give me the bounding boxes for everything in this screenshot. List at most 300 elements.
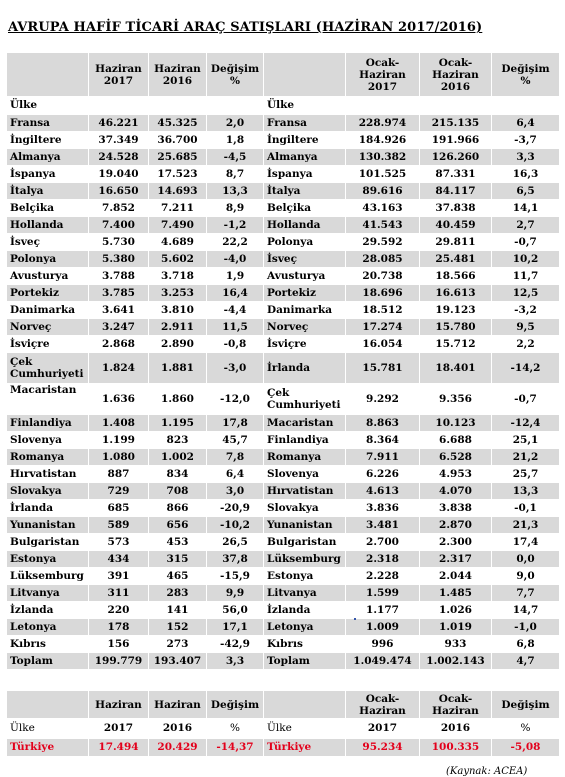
table-row: [7, 234, 560, 251]
ytd-2017-cell: 18.512: [346, 302, 420, 319]
ytd-2017-cell: 20.738: [346, 268, 420, 285]
june-2017-cell: 178: [89, 619, 149, 636]
ytd-country-cell: Estonya: [264, 568, 346, 585]
june-2016-cell: 3.810: [149, 302, 207, 319]
ytd-change-cell: 14,1: [492, 200, 560, 217]
turkey-june-2017: 17.494: [89, 739, 149, 757]
country-cell: Belçika: [7, 200, 89, 217]
ytd-change-cell: -3,7: [492, 132, 560, 149]
ytd-2016-cell: 6.688: [420, 432, 492, 449]
ytd-change-cell: 4,7: [492, 653, 560, 670]
page-title: AVRUPA HAFİF TİCARİ ARAÇ SATIŞLARI (HAZİRAN 2017/2016): [8, 20, 483, 35]
ytd-2016-cell: 1.026: [420, 602, 492, 619]
ytd-change-cell: 0,0: [492, 551, 560, 568]
ytd-2016-cell: 933: [420, 636, 492, 653]
june-2017-cell: 46.221: [89, 115, 149, 132]
june-2016-cell: 152: [149, 619, 207, 636]
table-row: [7, 302, 560, 319]
table-row: [7, 517, 560, 534]
june-2016-cell: 2.890: [149, 336, 207, 353]
turkey-ytd-change: -5,08: [492, 739, 560, 757]
country-cell: Polonya: [7, 251, 89, 268]
june-2016-cell: 17.523: [149, 166, 207, 183]
june-2017-cell: 434: [89, 551, 149, 568]
ytd-change-cell: 21,2: [492, 449, 560, 466]
june-2017-cell: 5.730: [89, 234, 149, 251]
turkey-ytd-pct: %: [492, 719, 560, 739]
country-cell: Lüksemburg: [7, 568, 89, 585]
ytd-2017-cell: 2.228: [346, 568, 420, 585]
june-change-cell: 8,9: [207, 200, 264, 217]
ytd-2016-cell: 37.838: [420, 200, 492, 217]
ytd-2017-cell: 184.926: [346, 132, 420, 149]
ytd-2017-cell: 1.177: [346, 602, 420, 619]
country-cell: Finlandiya: [7, 415, 89, 432]
country-cell: Bulgaristan: [7, 534, 89, 551]
table-row: [7, 500, 560, 517]
june-2017-cell: 589: [89, 517, 149, 534]
header-ytd-change: Değişim %: [492, 53, 560, 97]
june-2016-cell: 141: [149, 602, 207, 619]
june-2016-cell: 45.325: [149, 115, 207, 132]
june-2016-cell: 3.253: [149, 285, 207, 302]
june-2017-cell: 156: [89, 636, 149, 653]
june-2017-cell: 5.380: [89, 251, 149, 268]
june-2016-cell: 25.685: [149, 149, 207, 166]
ytd-2016-cell: 191.966: [420, 132, 492, 149]
ytd-2016-cell: 215.135: [420, 115, 492, 132]
ytd-2016-cell: 84.117: [420, 183, 492, 200]
country-cell: Hollanda: [7, 217, 89, 234]
june-2016-cell: 273: [149, 636, 207, 653]
june-2016-cell: 5.602: [149, 251, 207, 268]
header-ytd-2017: Ocak- Haziran 2017: [346, 53, 420, 97]
june-2016-cell: 2.911: [149, 319, 207, 336]
ytd-country-cell: Polonya: [264, 234, 346, 251]
ytd-2017-cell: 18.696: [346, 285, 420, 302]
june-2017-cell: 3.247: [89, 319, 149, 336]
ytd-country-cell: Litvanya: [264, 585, 346, 602]
table-row: [7, 384, 560, 415]
country-cell: Danimarka: [7, 302, 89, 319]
ytd-change-cell: 7,7: [492, 585, 560, 602]
country-label: Ülke: [7, 97, 89, 115]
country-cell: Çek Cumhuriyeti: [7, 353, 89, 384]
ytd-change-cell: 14,7: [492, 602, 560, 619]
header-june-change: Değişim %: [207, 53, 264, 97]
june-change-cell: 56,0: [207, 602, 264, 619]
ytd-2017-cell: 2.318: [346, 551, 420, 568]
country-cell: Romanya: [7, 449, 89, 466]
ytd-change-cell: 12,5: [492, 285, 560, 302]
ytd-change-cell: -3,2: [492, 302, 560, 319]
table-row: [7, 534, 560, 551]
june-2017-cell: 199.779: [89, 653, 149, 670]
june-2017-cell: 7.400: [89, 217, 149, 234]
ytd-country-cell: Toplam: [264, 653, 346, 670]
table-row: [7, 285, 560, 302]
table-row: [7, 319, 560, 336]
ytd-2016-cell: 40.459: [420, 217, 492, 234]
ytd-change-cell: 6,8: [492, 636, 560, 653]
ytd-2016-cell: 25.481: [420, 251, 492, 268]
ytd-change-cell: 2,2: [492, 336, 560, 353]
table-row: [7, 585, 560, 602]
june-change-cell: 17,8: [207, 415, 264, 432]
ytd-2016-cell: 126.260: [420, 149, 492, 166]
turkey-country-label: Ülke: [7, 719, 89, 739]
june-change-cell: 45,7: [207, 432, 264, 449]
table-row: [7, 449, 560, 466]
june-2016-cell: 453: [149, 534, 207, 551]
june-2016-cell: 708: [149, 483, 207, 500]
ytd-2016-cell: 9.356: [420, 384, 492, 415]
turkey-header-ytd-change: Değişim: [492, 691, 560, 719]
june-2017-cell: 2.868: [89, 336, 149, 353]
table-row: [7, 619, 560, 636]
ytd-2016-cell: 4.953: [420, 466, 492, 483]
ytd-country-cell: Bulgaristan: [264, 534, 346, 551]
table-row: [7, 483, 560, 500]
june-change-cell: 8,7: [207, 166, 264, 183]
ytd-2016-cell: 18.566: [420, 268, 492, 285]
turkey-country-label-ytd: Ülke: [264, 719, 346, 739]
country-cell: Yunanistan: [7, 517, 89, 534]
country-cell: Portekiz: [7, 285, 89, 302]
country-cell: Almanya: [7, 149, 89, 166]
june-2017-cell: 24.528: [89, 149, 149, 166]
june-change-cell: -0,8: [207, 336, 264, 353]
turkey-june-change: -14,37: [207, 739, 264, 757]
table-row: [7, 466, 560, 483]
ytd-country-cell: Romanya: [264, 449, 346, 466]
table-row: [7, 183, 560, 200]
june-2017-cell: 1.199: [89, 432, 149, 449]
june-2017-cell: 311: [89, 585, 149, 602]
ytd-2017-cell: 3.481: [346, 517, 420, 534]
june-2017-cell: 1.408: [89, 415, 149, 432]
june-change-cell: 37,8: [207, 551, 264, 568]
country-cell: Fransa: [7, 115, 89, 132]
june-2017-cell: 573: [89, 534, 149, 551]
ytd-change-cell: 25,1: [492, 432, 560, 449]
june-change-cell: -15,9: [207, 568, 264, 585]
ytd-change-cell: 21,3: [492, 517, 560, 534]
ytd-country-cell: Fransa: [264, 115, 346, 132]
ytd-2016-cell: 6.528: [420, 449, 492, 466]
turkey-june-2016: 20.429: [149, 739, 207, 757]
ytd-2016-cell: 29.811: [420, 234, 492, 251]
ytd-2017-cell: 41.543: [346, 217, 420, 234]
june-change-cell: -3,0: [207, 353, 264, 384]
blank-cell: [492, 97, 560, 115]
ytd-country-cell: Belçika: [264, 200, 346, 217]
ytd-2017-cell: 1.009: [346, 619, 420, 636]
country-label-ytd: Ülke: [264, 97, 346, 115]
ytd-change-cell: 25,7: [492, 466, 560, 483]
turkey-ytd-year-2017: 2017: [346, 719, 420, 739]
country-cell: İrlanda: [7, 500, 89, 517]
ytd-country-cell: İtalya: [264, 183, 346, 200]
sales-table: [6, 52, 560, 670]
ytd-change-cell: 16,3: [492, 166, 560, 183]
country-cell: Toplam: [7, 653, 89, 670]
country-cell: Slovakya: [7, 483, 89, 500]
table-row: [7, 132, 560, 149]
ytd-change-cell: 6,5: [492, 183, 560, 200]
ytd-country-cell: Danimarka: [264, 302, 346, 319]
header-june-2017: Haziran 2017: [89, 53, 149, 97]
table-row: [7, 432, 560, 449]
june-change-cell: 3,0: [207, 483, 264, 500]
ytd-change-cell: 11,7: [492, 268, 560, 285]
june-change-cell: -4,0: [207, 251, 264, 268]
june-2016-cell: 7.211: [149, 200, 207, 217]
june-2016-cell: 1.002: [149, 449, 207, 466]
ytd-country-cell: Lüksemburg: [264, 551, 346, 568]
turkey-year-2017: 2017: [89, 719, 149, 739]
turkey-header-change: Değişim: [207, 691, 264, 719]
ytd-country-cell: Macaristan: [264, 415, 346, 432]
country-cell: İzlanda: [7, 602, 89, 619]
june-2017-cell: 16.650: [89, 183, 149, 200]
table-row: [7, 166, 560, 183]
ytd-change-cell: 2,7: [492, 217, 560, 234]
country-cell: Litvanya: [7, 585, 89, 602]
source-note: (Kaynak: ACEA): [446, 766, 528, 777]
june-change-cell: -1,2: [207, 217, 264, 234]
ytd-change-cell: -0,7: [492, 384, 560, 415]
june-2017-cell: 887: [89, 466, 149, 483]
ytd-2017-cell: 996: [346, 636, 420, 653]
table-row: [7, 415, 560, 432]
june-2017-cell: 391: [89, 568, 149, 585]
ytd-2016-cell: 3.838: [420, 500, 492, 517]
ytd-change-cell: -1,0: [492, 619, 560, 636]
june-2017-cell: 3.785: [89, 285, 149, 302]
ytd-country-cell: Slovenya: [264, 466, 346, 483]
ytd-country-cell: Avusturya: [264, 268, 346, 285]
header-blank-ytd: [264, 53, 346, 97]
turkey-header-ytd-2016: Ocak- Haziran: [420, 691, 492, 719]
june-2017-cell: 3.641: [89, 302, 149, 319]
june-2017-cell: 7.852: [89, 200, 149, 217]
ytd-2017-cell: 101.525: [346, 166, 420, 183]
june-2016-cell: 656: [149, 517, 207, 534]
table-row: [7, 336, 560, 353]
table-row: [7, 268, 560, 285]
ytd-country-cell: Letonya: [264, 619, 346, 636]
june-2017-cell: 19.040: [89, 166, 149, 183]
turkey-year-2016: 2016: [149, 719, 207, 739]
june-change-cell: 9,9: [207, 585, 264, 602]
june-change-cell: 7,8: [207, 449, 264, 466]
june-change-cell: -4,5: [207, 149, 264, 166]
ytd-change-cell: -0,1: [492, 500, 560, 517]
ytd-2017-cell: 43.163: [346, 200, 420, 217]
ytd-2017-cell: 4.613: [346, 483, 420, 500]
ytd-2016-cell: 87.331: [420, 166, 492, 183]
june-2016-cell: 1.860: [149, 384, 207, 415]
ytd-country-cell: İsveç: [264, 251, 346, 268]
stray-dot: [354, 618, 356, 620]
ytd-2017-cell: 6.226: [346, 466, 420, 483]
june-2017-cell: 37.349: [89, 132, 149, 149]
ytd-country-cell: Slovakya: [264, 500, 346, 517]
ytd-2016-cell: 2.300: [420, 534, 492, 551]
turkey-row-country: Türkiye: [7, 739, 89, 757]
ytd-2017-cell: 28.085: [346, 251, 420, 268]
ytd-country-cell: İngiltere: [264, 132, 346, 149]
ytd-2016-cell: 16.613: [420, 285, 492, 302]
ytd-2016-cell: 4.070: [420, 483, 492, 500]
blank-cell: [207, 97, 264, 115]
june-2016-cell: 823: [149, 432, 207, 449]
ytd-2016-cell: 2.044: [420, 568, 492, 585]
ytd-2017-cell: 8.863: [346, 415, 420, 432]
june-2017-cell: 3.788: [89, 268, 149, 285]
turkey-header-blank-ytd: [264, 691, 346, 719]
ytd-country-cell: İsviçre: [264, 336, 346, 353]
june-2017-cell: 1.080: [89, 449, 149, 466]
country-cell: İspanya: [7, 166, 89, 183]
june-2016-cell: 465: [149, 568, 207, 585]
turkey-header-ytd-2017: Ocak- Haziran: [346, 691, 420, 719]
ytd-2017-cell: 17.274: [346, 319, 420, 336]
blank-cell: [149, 97, 207, 115]
country-cell: Letonya: [7, 619, 89, 636]
ytd-change-cell: 6,4: [492, 115, 560, 132]
turkey-ytd-country: Türkiye: [264, 739, 346, 757]
june-2016-cell: 283: [149, 585, 207, 602]
country-cell: İsviçre: [7, 336, 89, 353]
ytd-2017-cell: 228.974: [346, 115, 420, 132]
ytd-country-cell: Hırvatistan: [264, 483, 346, 500]
june-change-cell: -12,0: [207, 384, 264, 415]
june-2016-cell: 4.689: [149, 234, 207, 251]
june-2016-cell: 1.881: [149, 353, 207, 384]
june-2017-cell: 685: [89, 500, 149, 517]
ytd-change-cell: 13,3: [492, 483, 560, 500]
ytd-2016-cell: 19.123: [420, 302, 492, 319]
turkey-header-haziran-2016: Haziran: [149, 691, 207, 719]
june-change-cell: 22,2: [207, 234, 264, 251]
country-cell: Slovenya: [7, 432, 89, 449]
ytd-2016-cell: 15.780: [420, 319, 492, 336]
june-2016-cell: 14.693: [149, 183, 207, 200]
ytd-2016-cell: 2.317: [420, 551, 492, 568]
june-2016-cell: 36.700: [149, 132, 207, 149]
country-cell: Avusturya: [7, 268, 89, 285]
june-change-cell: 2,0: [207, 115, 264, 132]
table-row: [7, 636, 560, 653]
table-row: [7, 568, 560, 585]
ytd-2017-cell: 130.382: [346, 149, 420, 166]
june-change-cell: 17,1: [207, 619, 264, 636]
header-june-2016: Haziran 2016: [149, 53, 207, 97]
june-change-cell: 11,5: [207, 319, 264, 336]
table-row: [7, 115, 560, 132]
turkey-header-haziran-2017: Haziran: [89, 691, 149, 719]
ytd-country-cell: Norveç: [264, 319, 346, 336]
table-row: [7, 353, 560, 384]
ytd-2017-cell: 16.054: [346, 336, 420, 353]
table-row: [7, 602, 560, 619]
ytd-2016-cell: 18.401: [420, 353, 492, 384]
country-cell: Norveç: [7, 319, 89, 336]
table-row: [7, 200, 560, 217]
ytd-country-cell: Almanya: [264, 149, 346, 166]
table-row: [7, 551, 560, 568]
turkey-table: [6, 690, 560, 757]
ytd-country-cell: İrlanda: [264, 353, 346, 384]
june-change-cell: -10,2: [207, 517, 264, 534]
ytd-2017-cell: 2.700: [346, 534, 420, 551]
june-change-cell: -4,4: [207, 302, 264, 319]
ytd-2016-cell: 1.019: [420, 619, 492, 636]
ytd-country-cell: Yunanistan: [264, 517, 346, 534]
ytd-change-cell: 10,2: [492, 251, 560, 268]
june-2017-cell: 1.824: [89, 353, 149, 384]
ytd-2016-cell: 15.712: [420, 336, 492, 353]
ytd-2017-cell: 15.781: [346, 353, 420, 384]
ytd-2016-cell: 1.002.143: [420, 653, 492, 670]
table-row: [7, 149, 560, 166]
table-row: [7, 217, 560, 234]
june-2017-cell: 1.636: [89, 384, 149, 415]
country-cell: Estonya: [7, 551, 89, 568]
country-cell: İsveç: [7, 234, 89, 251]
ytd-country-cell: İspanya: [264, 166, 346, 183]
blank-cell: [346, 97, 420, 115]
june-change-cell: 1,8: [207, 132, 264, 149]
header-blank: [7, 53, 89, 97]
june-2016-cell: 866: [149, 500, 207, 517]
ytd-2016-cell: 10.123: [420, 415, 492, 432]
ytd-2017-cell: 7.911: [346, 449, 420, 466]
ytd-2017-cell: 9.292: [346, 384, 420, 415]
ytd-country-cell: Hollanda: [264, 217, 346, 234]
ytd-change-cell: 3,3: [492, 149, 560, 166]
blank-cell: [420, 97, 492, 115]
ytd-change-cell: 17,4: [492, 534, 560, 551]
june-2017-cell: 220: [89, 602, 149, 619]
ytd-2017-cell: 89.616: [346, 183, 420, 200]
table-row: [7, 251, 560, 268]
june-change-cell: 26,5: [207, 534, 264, 551]
june-change-cell: 16,4: [207, 285, 264, 302]
ytd-2017-cell: 8.364: [346, 432, 420, 449]
june-change-cell: 1,9: [207, 268, 264, 285]
ytd-change-cell: 9,5: [492, 319, 560, 336]
ytd-change-cell: -12,4: [492, 415, 560, 432]
ytd-country-cell: İzlanda: [264, 602, 346, 619]
country-cell: İtalya: [7, 183, 89, 200]
ytd-country-cell: Portekiz: [264, 285, 346, 302]
blank-cell: [89, 97, 149, 115]
june-2016-cell: 834: [149, 466, 207, 483]
june-change-cell: 13,3: [207, 183, 264, 200]
turkey-ytd-year-2016: 2016: [420, 719, 492, 739]
june-2016-cell: 1.195: [149, 415, 207, 432]
turkey-ytd-2016: 100.335: [420, 739, 492, 757]
june-2017-cell: 729: [89, 483, 149, 500]
country-cell: Hırvatistan: [7, 466, 89, 483]
june-change-cell: -20,9: [207, 500, 264, 517]
table-row: [7, 653, 560, 670]
ytd-2016-cell: 2.870: [420, 517, 492, 534]
ytd-change-cell: -14,2: [492, 353, 560, 384]
